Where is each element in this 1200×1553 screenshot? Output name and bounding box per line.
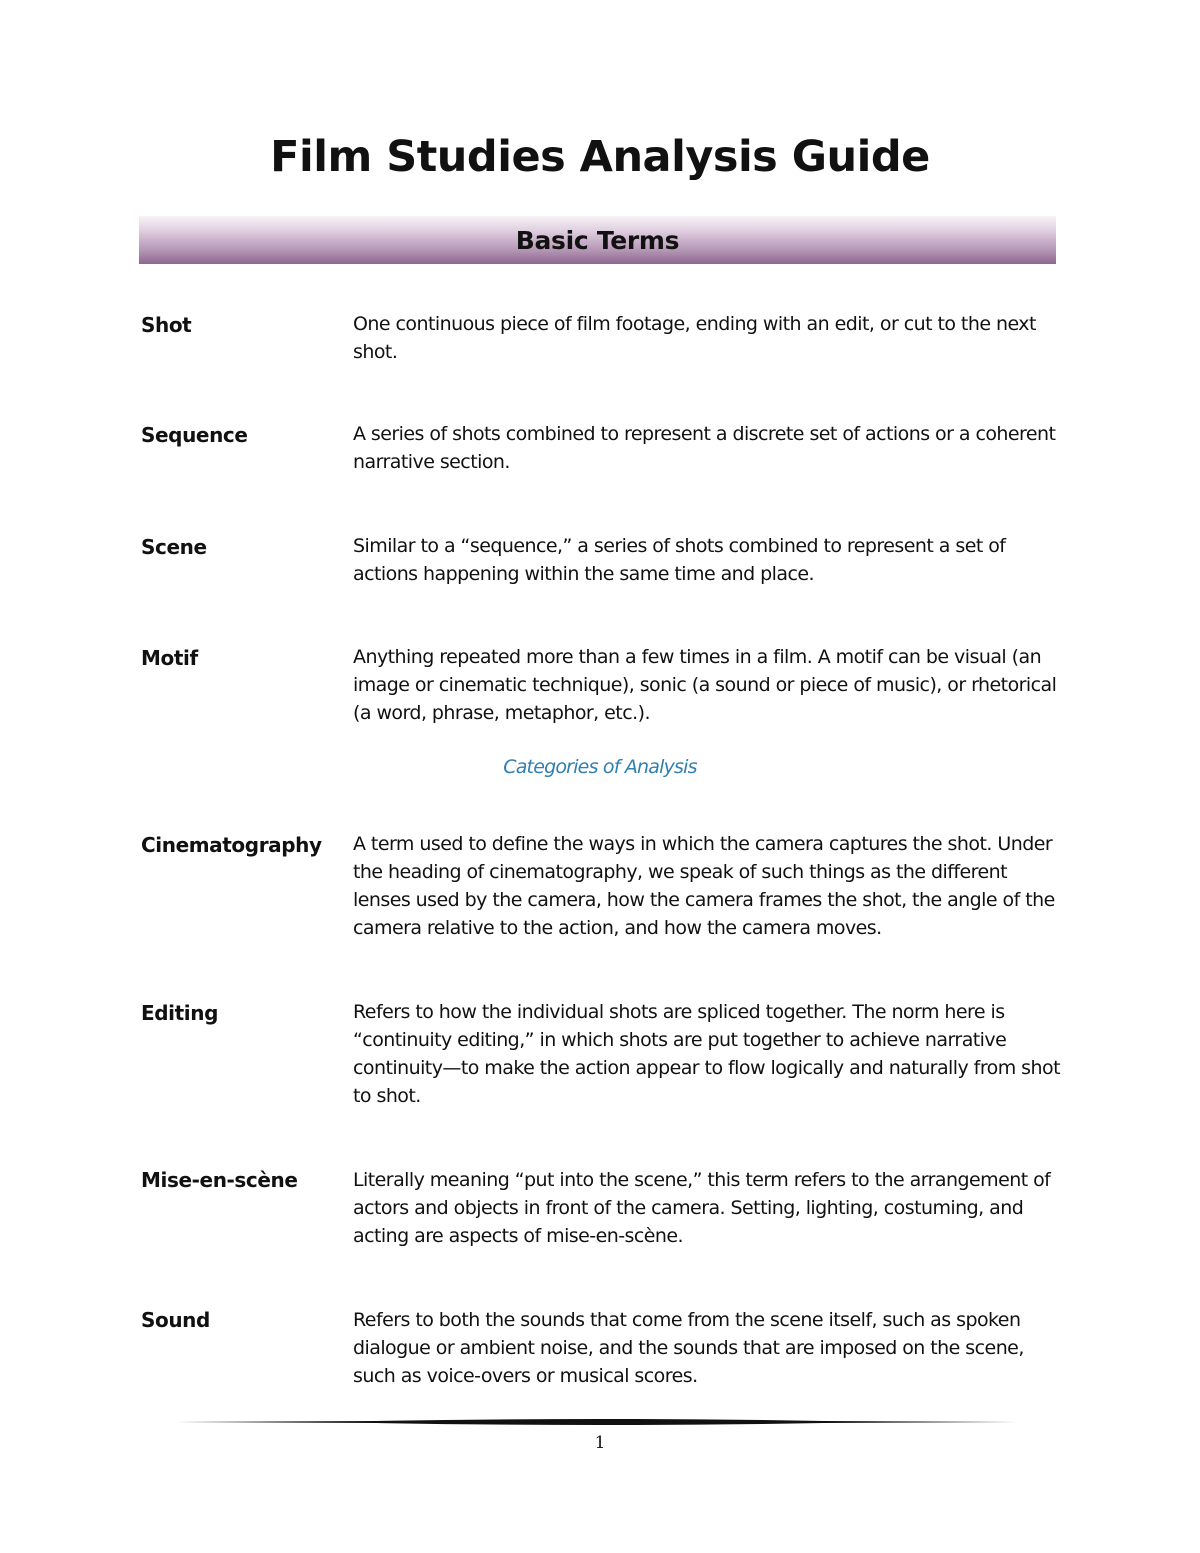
term-definition: A series of shots combined to represent a discrete set of actions or a coherent narrative section. — [353, 423, 1056, 473]
category-label: Editing — [141, 1001, 219, 1025]
category-definition: Refers to both the sounds that come from the scene itself, such as spoken dialogue or ambient noise, and the sounds that are imposed on the scene, such as voice-overs or musical scores. — [353, 1309, 1024, 1387]
term-label: Sequence — [141, 423, 248, 447]
footer-divider — [176, 1412, 1024, 1432]
term-label: Shot — [141, 313, 192, 337]
categories-subheading: Categories of Analysis — [503, 756, 697, 778]
page-number: 1 — [594, 1433, 606, 1453]
category-definition: Literally meaning “put into the scene,” this term refers to the arrangement of actors and objects in front of the camera. Setting, lighting, costuming, and acting are aspects of mise-en-scène. — [353, 1169, 1051, 1247]
document-title: Film Studies Analysis Guide — [270, 132, 930, 182]
category-definition: A term used to define the ways in which the camera captures the shot. Under the heading of cinematography, we speak of such things as the different lenses used by the camera, how the camera frames the shot, the angle of the camera relative to the action, and how the camera moves. — [353, 833, 1055, 939]
term-definition: One continuous piece of film footage, ending with an edit, or cut to the next shot. — [353, 313, 1036, 363]
section-banner — [139, 216, 1056, 264]
category-label: Sound — [141, 1308, 210, 1332]
term-definition: Similar to a “sequence,” a series of shots combined to represent a set of actions happening within the same time and place. — [353, 535, 1006, 585]
category-definition: Refers to how the individual shots are spliced together. The norm here is “continuity editing,” in which shots are put together to achieve narrative continuity—to make the action appear to flow logically and naturally from shot to shot. — [353, 1001, 1060, 1107]
category-label: Mise-en-scène — [141, 1168, 298, 1192]
term-label: Scene — [141, 535, 207, 559]
category-label: Cinematography — [141, 833, 322, 857]
term-definition: Anything repeated more than a few times in a film. A motif can be visual (an image or cinematic technique), sonic (a sound or piece of music), or rhetorical (a word, phrase, metaphor, etc.). — [353, 646, 1057, 724]
term-label: Motif — [141, 646, 198, 670]
banner-heading: Basic Terms — [515, 225, 680, 255]
